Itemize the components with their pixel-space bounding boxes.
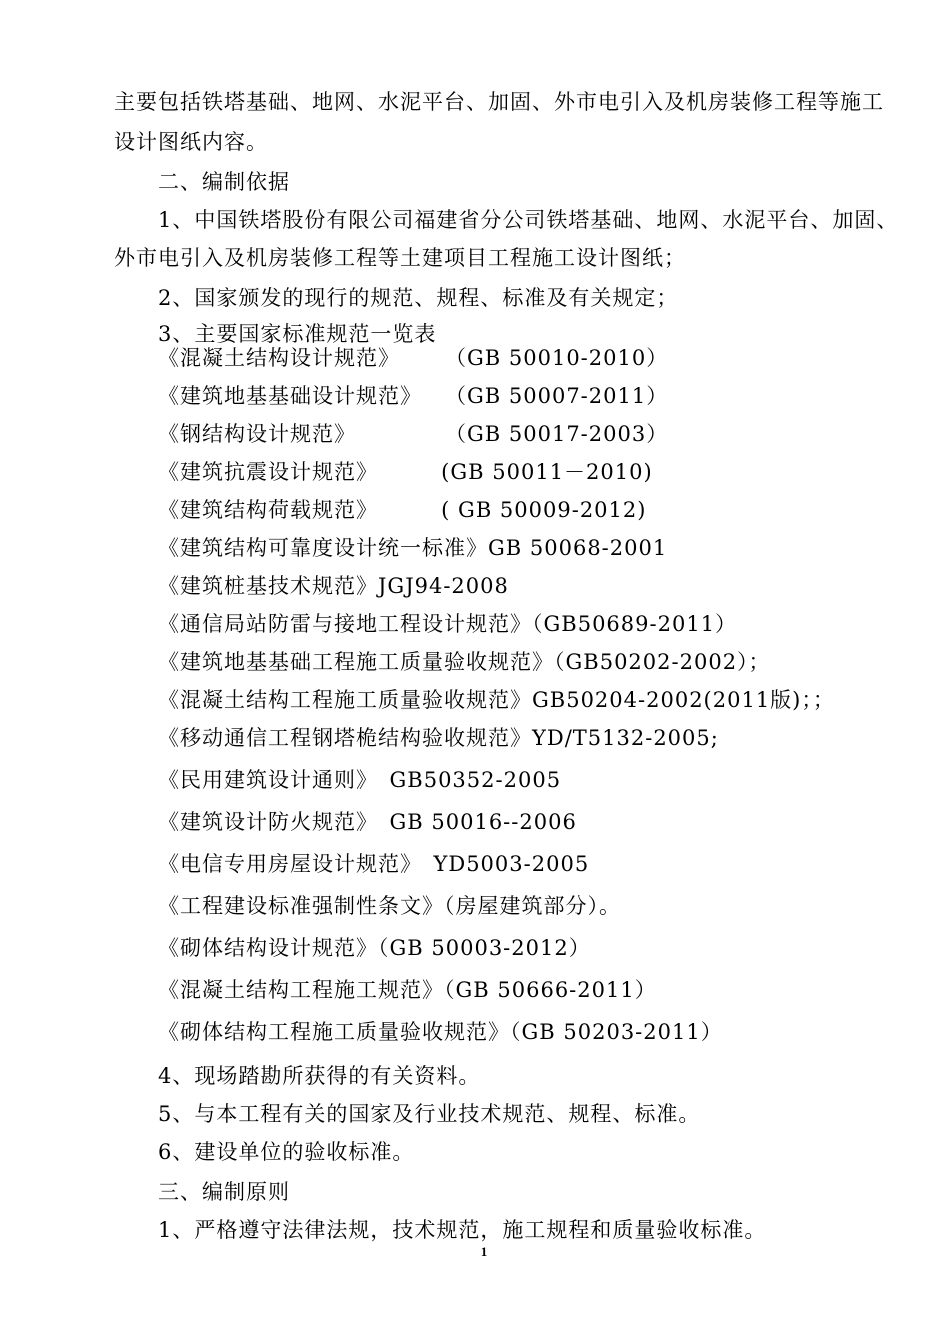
body-text-line: 外市电引入及机房装修工程等土建项目工程施工设计图纸； [114, 246, 686, 270]
standard-list-item: 《混凝土结构工程施工规范》（GB 50666-2011） [158, 978, 657, 1002]
body-text-line: 6、建设单位的验收标准。 [158, 1140, 415, 1164]
section-heading: 三、编制原则 [158, 1180, 290, 1204]
page-number: 1 [480, 1244, 488, 1259]
standard-list-item: 《建筑结构可靠度设计统一标准》GB 50068-2001 [158, 536, 668, 560]
standard-list-item: 《砌体结构设计规范》（GB 50003-2012） [158, 936, 591, 960]
standard-list-item: 《建筑地基基础工程施工质量验收规范》（GB50202-2002）； [158, 650, 771, 674]
body-text-line: 1、严格遵守法律法规，技术规范，施工规程和质量验收标准。 [158, 1218, 767, 1242]
body-text-line: 5、与本工程有关的国家及行业技术规范、规程、标准。 [158, 1102, 701, 1126]
standard-list-item: 《通信局站防雷与接地工程设计规范》（GB50689-2011） [158, 612, 738, 636]
body-text-line: 设计图纸内容。 [114, 130, 268, 154]
body-text-line: 1、中国铁塔股份有限公司福建省分公司铁塔基础、地网、水泥平台、加固、 [158, 208, 899, 232]
standard-list-item: 《民用建筑设计通则》 GB50352-2005 [158, 768, 562, 792]
standard-list-item: 《建筑设计防火规范》 GB 50016--2006 [158, 810, 577, 834]
standard-list-item: 《建筑结构荷载规范》 ( GB 50009-2012) [158, 498, 647, 522]
standard-list-item: 《工程建设标准强制性条文》（房屋建筑部分）。 [158, 894, 621, 918]
standard-list-item: 《建筑桩基技术规范》JGJ94-2008 [158, 574, 509, 598]
standard-list-item: 《混凝土结构设计规范》 （GB 50010-2010） [158, 346, 669, 370]
standard-list-item: 《电信专用房屋设计规范》 YD5003-2005 [158, 852, 590, 876]
standard-list-item: 《移动通信工程钢塔桅结构验收规范》YD/T5132-2005; [158, 726, 719, 750]
section-heading: 二、编制依据 [158, 170, 290, 194]
standard-list-item: 《建筑地基基础设计规范》 （GB 50007-2011） [158, 384, 669, 408]
body-text-line: 主要包括铁塔基础、地网、水泥平台、加固、外市电引入及机房装修工程等施工 [114, 90, 884, 114]
body-text-line: 4、现场踏勘所获得的有关资料。 [158, 1064, 481, 1088]
standard-list-item: 《建筑抗震设计规范》 (GB 50011－2010) [158, 460, 653, 484]
standard-list-item: 《混凝土结构工程施工质量验收规范》GB50204-2002(2011版)；； [158, 688, 835, 712]
standard-list-item: 《砌体结构工程施工质量验收规范》（GB 50203-2011） [158, 1020, 723, 1044]
body-text-line: 3、主要国家标准规范一览表 [158, 322, 437, 346]
body-text-line: 2、国家颁发的现行的规范、规程、标准及有关规定； [158, 286, 679, 310]
standard-list-item: 《钢结构设计规范》 （GB 50017-2003） [158, 422, 669, 446]
